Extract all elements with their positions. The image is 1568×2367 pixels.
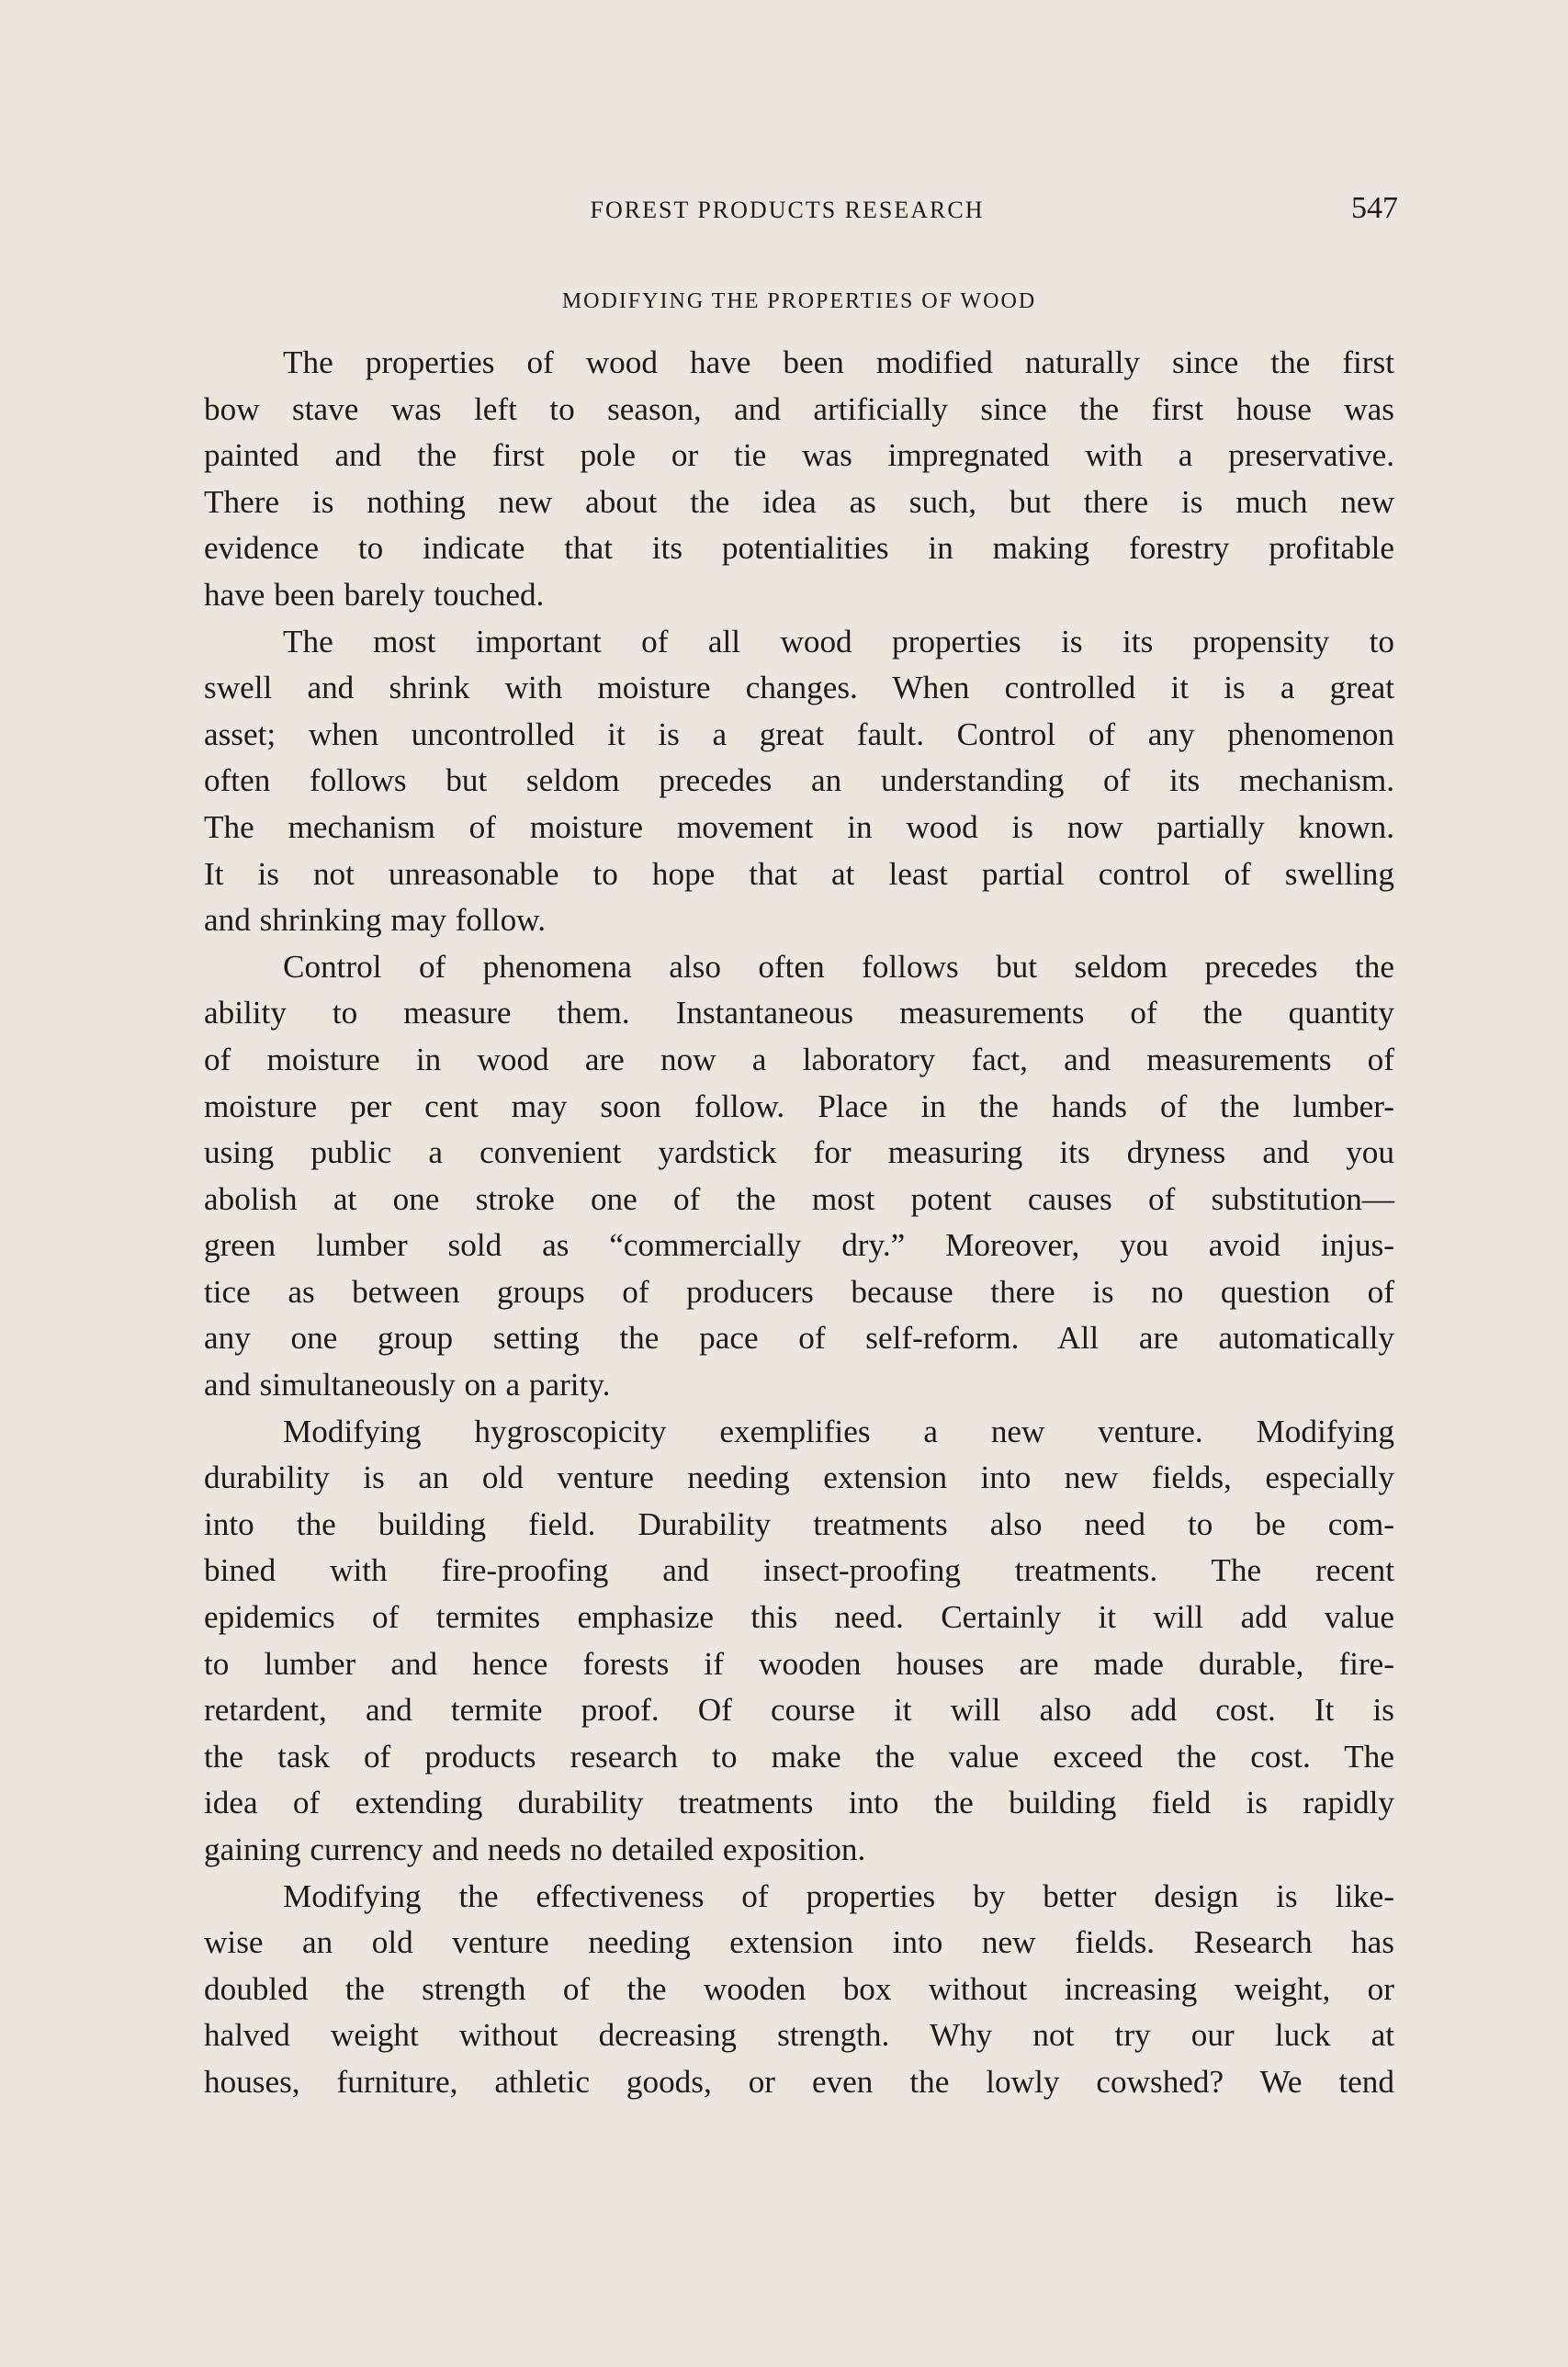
text-line: The most important of all wood properties is its propensity to <box>283 623 1394 659</box>
text-line: ability to measure them. Instantaneous measurements of the quantity <box>204 995 1394 1031</box>
text-line: The properties of wood have been modified naturally since the first <box>283 344 1394 380</box>
text-line: evidence to indicate that its potentialities in making forestry profitable <box>204 530 1394 567</box>
text-line: gaining currency and needs no detailed exposition. <box>204 1832 866 1867</box>
text-line: doubled the strength of the wooden box without increasing weight, or <box>204 1970 1394 2007</box>
section-title: MODIFYING THE PROPERTIES OF WOOD <box>561 289 1037 313</box>
paragraph <box>204 1409 1394 1874</box>
text-line: swell and shrink with moisture changes. When controlled it is a great <box>204 670 1394 706</box>
text-line: to lumber and hence forests if wooden houses are made durable, fire- <box>204 1645 1394 1682</box>
text-line: retardent, and termite proof. Of course it will also add cost. It is <box>204 1692 1394 1729</box>
text-line: asset; when uncontrolled it is a great fault. Control of any phenomenon <box>204 716 1394 752</box>
text-line: bined with fire-proofing and insect-proofing treatments. The recent <box>204 1552 1394 1589</box>
page-number: 547 <box>1351 191 1398 225</box>
paragraph <box>204 1874 1394 2106</box>
text-line: There is nothing new about the idea as such, but there is much new <box>204 483 1394 520</box>
text-line: and simultaneously on a parity. <box>204 1367 611 1403</box>
paragraph <box>204 944 1394 1409</box>
text-line: any one group setting the pace of self-reform. All are automatically <box>204 1320 1394 1357</box>
text-line: the task of products research to make the value exceed the cost. The <box>204 1738 1394 1775</box>
text-line: The mechanism of moisture movement in wood is now partially known. <box>204 808 1394 845</box>
text-line: halved weight without decreasing strength. Why not try our luck at <box>204 2017 1394 2054</box>
page-header <box>204 191 1398 237</box>
text-line: Modifying the effectiveness of properties by better design is like- <box>283 1877 1394 1914</box>
text-line: of moisture in wood are now a laboratory fact, and measurements of <box>204 1041 1394 1077</box>
text-line: Control of phenomena also often follows but seldom precedes the <box>283 948 1394 985</box>
text-line: wise an old venture needing extension into new fields. Research has <box>204 1924 1394 1961</box>
text-line: have been barely touched. <box>204 576 545 613</box>
text-line: using public a convenient yardstick for measuring its dryness and you <box>204 1134 1394 1171</box>
paragraph <box>204 340 1394 619</box>
body-text <box>204 340 1394 2106</box>
text-line: painted and the first pole or tie was impregnated with a preservative. <box>204 437 1394 474</box>
text-line: bow stave was left to season, and artificially since the first house was <box>204 390 1394 427</box>
text-line: idea of extending durability treatments into the building field is rapidly <box>204 1785 1394 1821</box>
text-line: green lumber sold as “commercially dry.” Moreover, you avoid injus- <box>204 1227 1394 1264</box>
running-head: FOREST PRODUCTS RESEARCH <box>590 197 985 223</box>
text-line: tice as between groups of producers because there is no question of <box>204 1273 1394 1310</box>
text-line: It is not unreasonable to hope that at least partial control of swelling <box>204 855 1394 892</box>
text-line: houses, furniture, athletic goods, or even the lowly cowshed? We tend <box>204 2063 1394 2100</box>
text-line: into the building field. Durability treatments also need to be com- <box>204 1505 1394 1542</box>
text-line: epidemics of termites emphasize this need. Certainly it will add value <box>204 1599 1394 1636</box>
paragraph <box>204 619 1394 944</box>
text-line: moisture per cent may soon follow. Place in the hands of the lumber- <box>204 1088 1394 1124</box>
text-line: and shrinking may follow. <box>204 902 547 939</box>
text-line: durability is an old venture needing extension into new fields, especially <box>204 1460 1394 1496</box>
text-line: Modifying hygroscopicity exemplifies a new venture. Modifying <box>283 1413 1394 1449</box>
text-line: abolish at one stroke one of the most potent causes of substitution— <box>204 1180 1394 1217</box>
text-line: often follows but seldom precedes an understanding of its mechanism. <box>204 762 1394 799</box>
